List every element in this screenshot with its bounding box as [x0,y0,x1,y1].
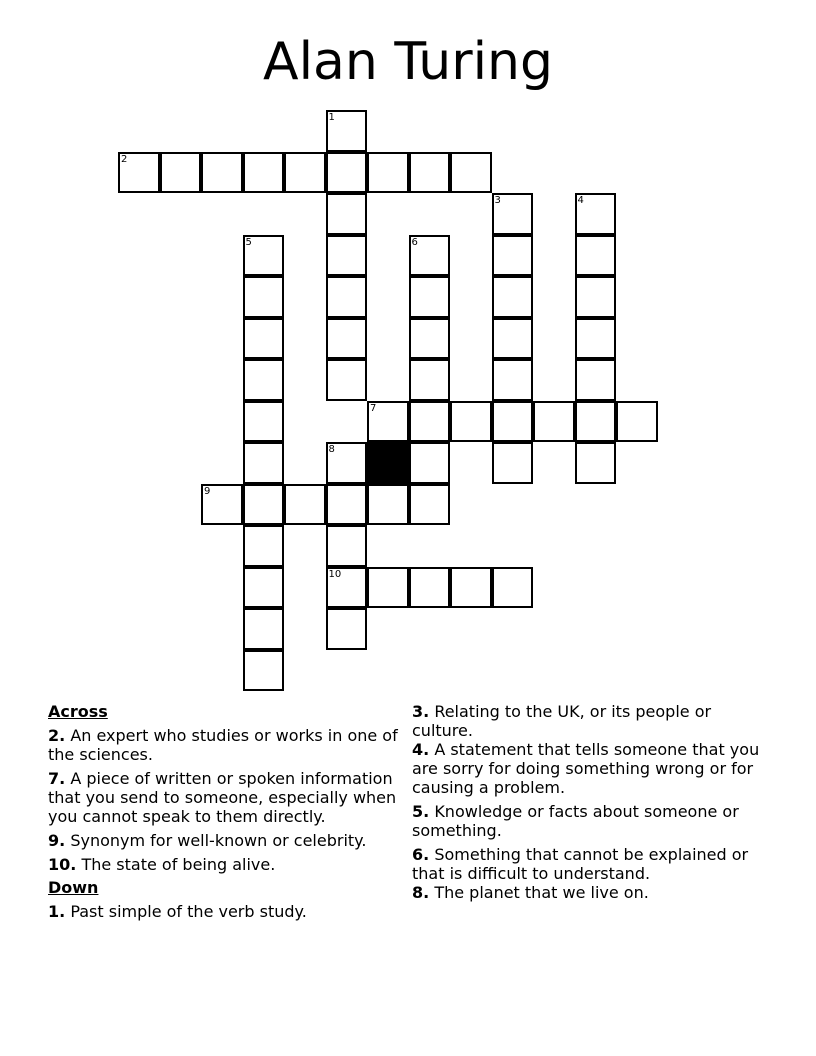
clue-text: Something that cannot be explained or that is difficult to understand. [412,845,749,883]
crossword-cell[interactable] [243,484,285,526]
crossword-cell[interactable] [118,152,160,194]
crossword-cell[interactable] [409,359,451,401]
crossword-cell[interactable] [160,152,202,194]
crossword-cell[interactable] [533,401,575,443]
crossword-cell[interactable] [284,484,326,526]
crossword-cell[interactable] [492,401,534,443]
clue-number-label: 3 [494,195,501,206]
crossword-cell[interactable] [492,193,534,235]
clue-down-8 [412,883,762,902]
crossword-cell[interactable] [326,193,368,235]
clue-number: 2. [48,726,66,745]
clue-number: 10. [48,855,77,874]
crossword-cell[interactable] [492,567,534,609]
crossword-cell[interactable] [243,152,285,194]
clue-down-3 [412,702,762,740]
crossword-cell[interactable] [243,525,285,567]
clue-down-5 [412,802,762,840]
clue-number: 5. [412,802,430,821]
crossword-cell[interactable] [284,152,326,194]
clues-left-column [48,702,398,921]
crossword-cell[interactable] [409,318,451,360]
crossword-cell[interactable] [243,359,285,401]
crossword-cell[interactable] [450,152,492,194]
clue-across-9 [48,831,398,850]
clue-number: 8. [412,883,430,902]
clue-text: Synonym for well-known or celebrity. [70,831,367,850]
crossword-cell[interactable] [367,401,409,443]
crossword-cell[interactable] [575,442,617,484]
crossword-cell[interactable] [409,276,451,318]
clue-number-label: 2 [121,153,128,165]
crossword-cell[interactable] [201,152,243,194]
crossword-cell[interactable] [326,235,368,277]
crossword-cell[interactable] [367,152,409,194]
crossword-cell[interactable] [409,484,451,526]
crossword-cell[interactable] [575,276,617,318]
clue-across-2 [48,726,398,764]
across-heading: Across [48,702,108,721]
clue-text: Knowledge or facts about someone or something. [412,802,739,840]
crossword-cell[interactable] [243,276,285,318]
crossword-cell[interactable] [492,442,534,484]
crossword-cell[interactable] [492,318,534,360]
clue-number-label: 7 [370,402,377,414]
crossword-cell[interactable] [201,484,243,526]
crossword-cell[interactable] [326,525,368,567]
clue-down-6 [412,845,762,883]
crossword-cell[interactable] [326,318,368,360]
crossword-cell[interactable] [575,235,617,277]
crossword-cell[interactable] [326,608,368,650]
crossword-cell[interactable] [243,318,285,360]
clue-text: A piece of written or spoken information that you send to someone, especially when you cannot speak to them directly. [48,769,397,826]
clue-number: 1. [48,902,66,921]
clue-number-label: 4 [577,195,584,206]
black-square [367,442,409,484]
crossword-cell[interactable] [367,484,409,526]
clue-text: The state of being alive. [81,855,276,874]
clue-number: 4. [412,740,430,759]
crossword-cell[interactable] [409,401,451,443]
page-title: Alan Turing [263,32,553,92]
clue-text: A statement that tells someone that you are sorry for doing something wrong or for causing a problem. [412,740,760,797]
down-heading: Down [48,878,99,897]
crossword-cell[interactable] [326,359,368,401]
clue-number-label: 10 [328,568,342,580]
crossword-cell[interactable] [409,442,451,484]
crossword-cell[interactable] [243,608,285,650]
crossword-cell[interactable] [243,567,285,609]
clues-right-column [412,702,762,902]
clue-number-label: 8 [328,444,335,455]
crossword-cell[interactable] [492,359,534,401]
crossword-cell[interactable] [409,152,451,194]
crossword-cell[interactable] [367,567,409,609]
clue-across-7 [48,769,398,826]
crossword-cell[interactable] [616,401,658,443]
crossword-cell[interactable] [243,401,285,443]
clue-number-label: 6 [411,236,418,248]
crossword-cell[interactable] [575,318,617,360]
clue-number: 3. [412,702,430,721]
clue-down-4 [412,740,762,797]
crossword-cell[interactable] [326,442,368,484]
crossword-cell[interactable] [492,276,534,318]
clue-number: 9. [48,831,66,850]
crossword-cell[interactable] [450,567,492,609]
crossword-cell[interactable] [575,401,617,443]
crossword-cell[interactable] [409,567,451,609]
crossword-cell[interactable] [243,650,285,692]
crossword-cell[interactable] [326,567,368,609]
crossword-cell[interactable] [409,235,451,277]
crossword-cell[interactable] [326,276,368,318]
clue-across-10 [48,855,398,874]
crossword-cell[interactable] [243,235,285,277]
crossword-cell[interactable] [575,359,617,401]
clue-text: Relating to the UK, or its people or culture. [412,702,712,740]
clue-number-label: 1 [328,112,335,123]
clue-text: An expert who studies or works in one of the sciences. [48,726,398,764]
clue-number: 7. [48,769,66,788]
clue-text: The planet that we live on. [434,883,649,902]
clue-number-label: 9 [204,485,211,497]
crossword-cell[interactable] [575,193,617,235]
clue-text: Past simple of the verb study. [70,902,307,921]
crossword-cell[interactable] [326,110,368,152]
clue-down-1 [48,902,398,921]
crossword-cell[interactable] [492,235,534,277]
clue-number-label: 5 [245,236,252,248]
clue-number: 6. [412,845,430,864]
crossword-cell[interactable] [326,152,368,194]
crossword-cell[interactable] [243,442,285,484]
crossword-cell[interactable] [326,484,368,526]
crossword-cell[interactable] [450,401,492,443]
